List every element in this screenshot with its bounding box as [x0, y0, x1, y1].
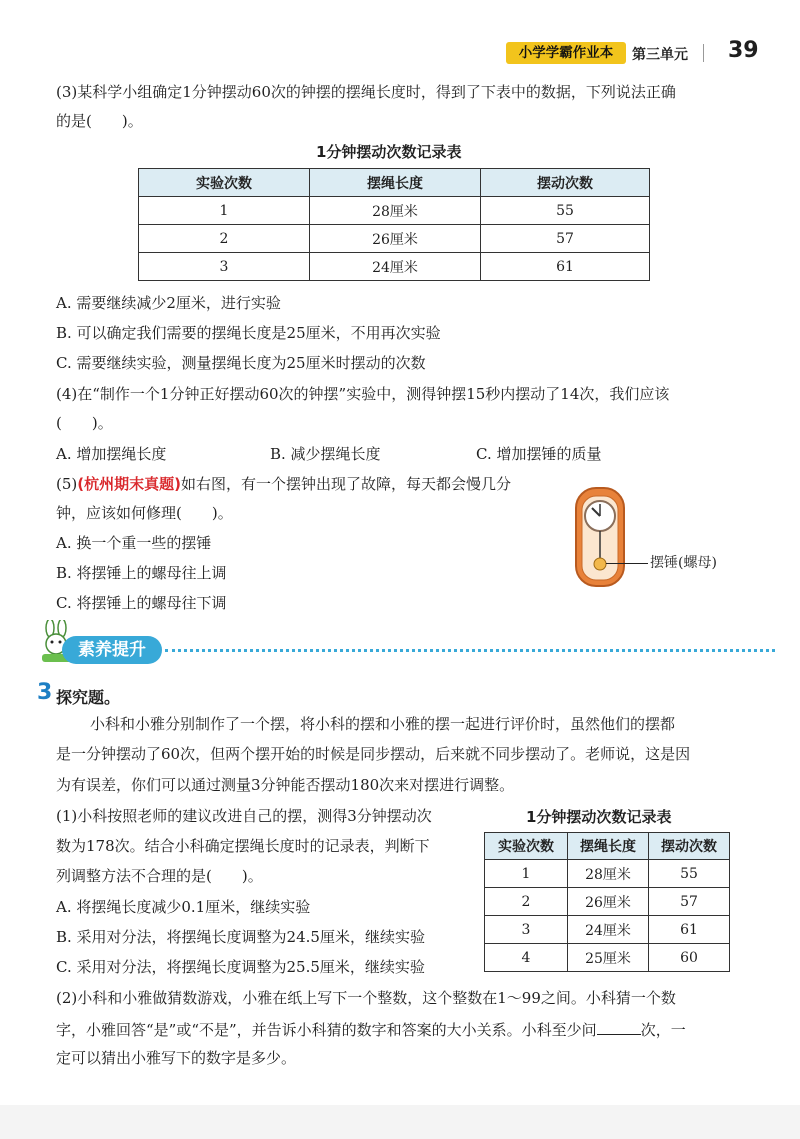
sub2-line2: [56, 1018, 686, 1040]
table-row: [139, 225, 650, 253]
table-cell: 2: [485, 888, 568, 916]
sub2-line2-text: 字，小雅回答“是”或“不是”，并告诉小科猜的数字和答案的大小关系。小科至少问: [56, 1021, 597, 1039]
q3-record-table: [138, 168, 650, 281]
q3-option-a: A. 需要继续减少2厘米，进行实验: [56, 294, 281, 312]
table-cell: 25厘米: [568, 944, 649, 972]
section-banner: 素养提升: [62, 636, 162, 664]
figure-label: 摆锤(螺母): [650, 555, 717, 571]
sub1-option-a: A. 将摆绳长度减少0.1厘米，继续实验: [56, 898, 311, 916]
q4-option-a: A. 增加摆绳长度: [56, 445, 167, 463]
page-number: 39: [728, 38, 759, 63]
table-header: 摆绳长度: [310, 169, 481, 197]
header-divider: [703, 44, 704, 62]
q4-stem-line1: (4)在“制作一个1分钟正好摆动60次的钟摆”实验中，测得钟摆15秒内摆动了14次，我们应该: [56, 385, 670, 403]
q5-option-c: C. 将摆锤上的螺母往下调: [56, 594, 227, 612]
table-cell: 24厘米: [310, 253, 481, 281]
table-cell: 61: [649, 916, 730, 944]
intro-line2: 是一分钟摆动了60次，但两个摆开始的时候是同步摆动，后来就不同步摆动了。老师说，这是因: [56, 745, 691, 763]
sub1-option-b: B. 采用对分法，将摆绳长度调整为24.5厘米，继续实验: [56, 928, 425, 946]
page-bottom-margin: [0, 1105, 800, 1139]
book-title-badge: 小学学霸作业本: [506, 42, 626, 64]
sub1-record-table: [484, 832, 730, 972]
table-cell: 57: [649, 888, 730, 916]
sub1-line1: (1)小科按照老师的建议改进自己的摆，测得3分钟摆动次: [56, 807, 432, 825]
section-divider: [165, 649, 775, 652]
table-cell: 55: [481, 197, 650, 225]
table-row: [139, 197, 650, 225]
table-cell: 1: [139, 197, 310, 225]
q5-stem-line1: [56, 474, 511, 494]
q5-prefix: (5): [56, 475, 78, 493]
q3-option-c: C. 需要继续实验，测量摆绳长度为25厘米时摆动的次数: [56, 354, 426, 372]
q3-option-b: B. 可以确定我们需要的摆绳长度是25厘米，不用再次实验: [56, 324, 441, 342]
q5-stem-text: 如右图，有一个摆钟出现了故障，每天都会慢几分: [180, 475, 511, 493]
pendulum-bob: [594, 558, 606, 570]
table-cell: 61: [481, 253, 650, 281]
table-cell: 28厘米: [310, 197, 481, 225]
table-cell: 3: [485, 916, 568, 944]
sub1-option-c: C. 采用对分法，将摆绳长度调整为25.5厘米，继续实验: [56, 958, 425, 976]
table-cell: 57: [481, 225, 650, 253]
table-cell: 2: [139, 225, 310, 253]
table-cell: 60: [649, 944, 730, 972]
unit-label: 第三单元: [632, 47, 688, 63]
table-row: [485, 916, 730, 944]
table-cell: 24厘米: [568, 916, 649, 944]
q4-option-c: C. 增加摆锤的质量: [476, 445, 602, 463]
q4-stem-line2: ( )。: [56, 414, 113, 432]
table-cell: 1: [485, 860, 568, 888]
table-cell: 28厘米: [568, 860, 649, 888]
table-cell: 26厘米: [568, 888, 649, 916]
q5-stem-line2: 钟，应该如何修理( )。: [56, 504, 233, 522]
answer-blank[interactable]: [597, 1018, 641, 1035]
q5-source-tag: (杭州期末真题): [77, 475, 181, 493]
question-title: 探究题。: [56, 688, 121, 707]
q3-stem-line2: 的是( )。: [56, 112, 143, 130]
intro-line1: 小科和小雅分别制作了一个摆，将小科的摆和小雅的摆一起进行评价时，虽然他们的摆都: [90, 715, 676, 733]
question-number: 3: [37, 680, 53, 705]
table-row: [485, 888, 730, 916]
intro-line3: 为有误差，你们可以通过测量3分钟能否摆动180次来对摆进行调整。: [56, 776, 515, 794]
table-header: 实验次数: [139, 169, 310, 197]
q4-option-b: B. 减少摆绳长度: [270, 445, 381, 463]
table-row: [485, 860, 730, 888]
table-header: 摆动次数: [649, 833, 730, 860]
table-cell: 4: [485, 944, 568, 972]
table-row: [139, 253, 650, 281]
table-row: [485, 944, 730, 972]
sub2-line2-tail: 次，一: [640, 1021, 686, 1039]
q3-table-title: 1分钟摆动次数记录表: [316, 143, 462, 161]
sub2-line3: 定可以猜出小雅写下的数字是多少。: [56, 1049, 297, 1067]
table-cell: 26厘米: [310, 225, 481, 253]
table-header: 摆绳长度: [568, 833, 649, 860]
table-cell: 3: [139, 253, 310, 281]
table-header: 实验次数: [485, 833, 568, 860]
sub1-line3: 列调整方法不合理的是( )。: [56, 867, 263, 885]
q3-stem-line1: (3)某科学小组确定1分钟摆动60次的钟摆的摆绳长度时，得到了下表中的数据，下列说法正确: [56, 83, 676, 101]
sub2-line1: (2)小科和小雅做猜数游戏，小雅在纸上写下一个整数，这个整数在1～99之间。小科猜一个数: [56, 989, 676, 1007]
table-cell: 55: [649, 860, 730, 888]
pendulum-clock-figure: [568, 480, 648, 590]
figure-pointer-line: [606, 563, 648, 564]
q5-option-b: B. 将摆锤上的螺母往上调: [56, 564, 227, 582]
sub1-line2: 数为178次。结合小科确定摆绳长度时的记录表，判断下: [56, 837, 430, 855]
q5-option-a: A. 换一个重一些的摆锤: [56, 534, 212, 552]
table-header: 摆动次数: [481, 169, 650, 197]
sub1-table-title: 1分钟摆动次数记录表: [526, 808, 672, 826]
